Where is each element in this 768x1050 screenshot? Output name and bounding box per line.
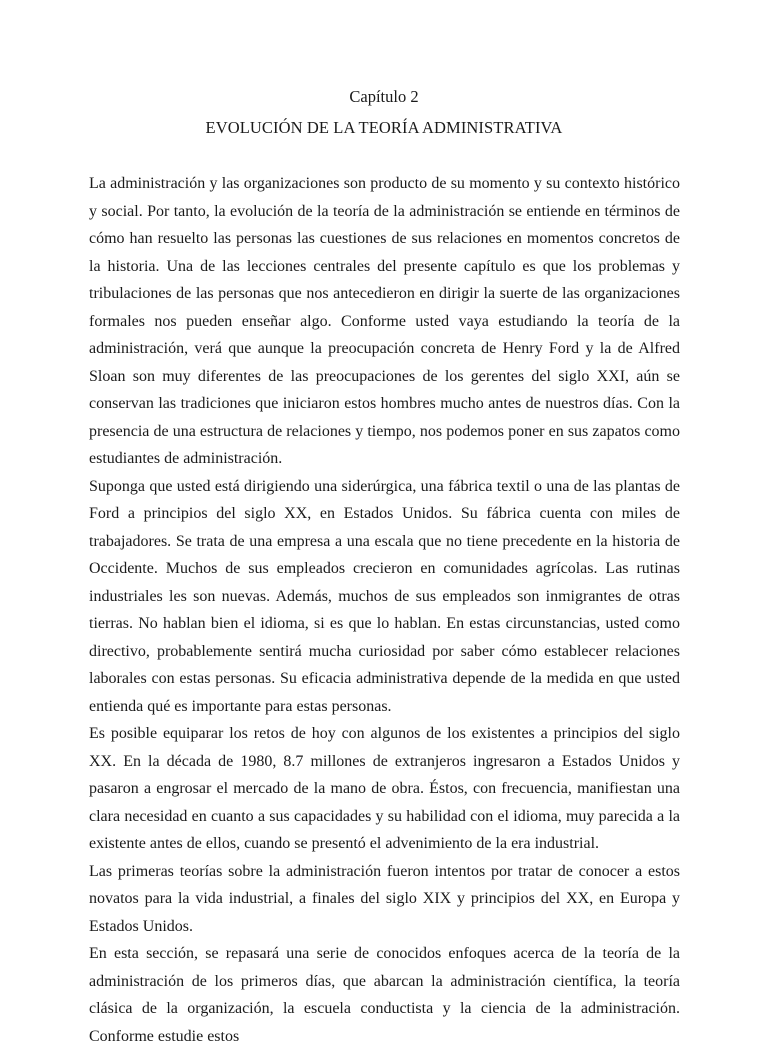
chapter-title: EVOLUCIÓN DE LA TEORÍA ADMINISTRATIVA [205, 118, 563, 137]
paragraph-5: En esta sección, se repasará una serie de conocidos enfoques acerca de la teoría de la administración de los primeros días, que abarcan la administración científica, la teoría clásica de la organización, la escuela conductista y la ciencia de la administración. Conforme estudie estos [89, 945, 680, 1045]
body-text [89, 170, 680, 1050]
chapter-label: Capítulo 2 [349, 87, 419, 106]
paragraph-2: Suponga que usted está dirigiendo una siderúrgica, una fábrica textil o una de las plantas de Ford a principios del siglo XX, en Estados Unidos. Su fábrica cuenta con miles de trabajadores. Se trata de una empresa a una escala que no tiene precedente en la historia de Occidente. Muchos de sus empleados crecieron en comunidades agrícolas. Las rutinas industriales les son nuevas. Además, muchos de sus empleados son inmigrantes de otras tierras. No hablan bien el idioma, si es que lo hablan. En estas circunstancias, usted como directivo, probablemente sentirá mucha curiosidad por saber cómo establecer relaciones laborales con estas personas. Su eficacia administrativa depende de la medida en que usted entienda qué es importante para estas personas. [89, 477, 680, 715]
paragraph-1: La administración y las organizaciones son producto de su momento y su contexto histórico y social. Por tanto, la evolución de la teoría de la administración se entiende en términos de cómo han resuelto las personas las cuestiones de sus relaciones en momentos concretos de la historia. Una de las lecciones centrales del presente capítulo es que los problemas y tribulaciones de las personas que nos antecedieron en dirigir la suerte de las organizaciones formales nos pueden enseñar algo. Conforme usted vaya estudiando la teoría de la administración, verá que aunque la preocupación concreta de Henry Ford y la de Alfred Sloan son muy diferentes de las preocupaciones de los gerentes del siglo XXI, aún se conservan las tradiciones que iniciaron estos hombres mucho antes de nuestros días. Con la presencia de una estructura de relaciones y tiempo, nos podemos poner en sus zapatos como estudiantes de administración. [89, 175, 680, 467]
paragraph-3: Es posible equiparar los retos de hoy con algunos de los existentes a principios del siglo XX. En la década de 1980, 8.7 millones de extranjeros ingresaron a Estados Unidos y pasaron a engrosar el mercado de la mano de obra. Éstos, con frecuencia, manifiestan una clara necesidad en cuanto a sus capacidades y su habilidad con el idioma, muy parecida a la existente antes de ellos, cuando se presentó el advenimiento de la era industrial. [89, 725, 680, 852]
paragraph-4: Las primeras teorías sobre la administración fueron intentos por tratar de conocer a estos novatos para la vida industrial, a finales del siglo XIX y principios del XX, en Europa y Estados Unidos. [89, 862, 680, 935]
